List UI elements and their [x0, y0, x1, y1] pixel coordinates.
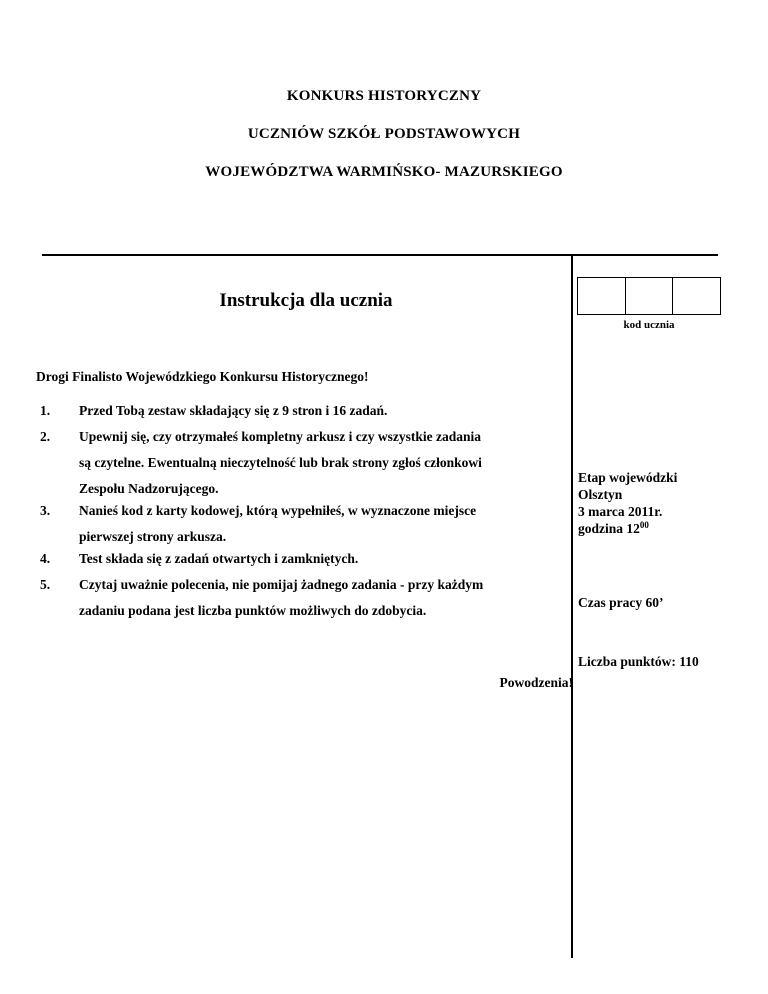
instruction-number: 1.	[40, 403, 51, 418]
instruction-text: Upewnij się, czy otrzymałeś kompletny arkusz i czy wszystkie zadania	[79, 429, 481, 444]
instruction-text: Nanieś kod z karty kodowej, którą wypełniłeś, w wyznaczone miejsce	[79, 503, 477, 518]
instruction-number: 4.	[40, 551, 51, 566]
vertical-divider	[571, 254, 573, 958]
header-line-2: UCZNIÓW SZKÓŁ PODSTAWOWYCH	[247, 126, 521, 142]
exam-city: Olsztyn	[578, 487, 623, 502]
exam-stage: Etap wojewódzki	[578, 470, 678, 485]
instruction-number: 5.	[40, 577, 51, 592]
code-label: kod ucznia	[623, 319, 675, 331]
instruction-text: Przed Tobą zestaw składający się z 9 stron i 16 zadań.	[79, 403, 388, 418]
instruction-number: 2.	[40, 429, 51, 444]
student-code-box[interactable]	[577, 277, 721, 315]
instruction-number: 3.	[40, 503, 51, 518]
greeting: Drogi Finalisto Wojewódzkiego Konkursu Historycznego!	[36, 369, 369, 384]
instruction-text: Czytaj uważnie polecenia, nie pomijaj żadnego zadania - przy każdym	[79, 577, 484, 592]
instruction-text: są czytelne. Ewentualną nieczytelność lub brak strony zgłoś członkowi	[79, 455, 482, 470]
instruction-text: pierwszej strony arkusza.	[79, 529, 227, 544]
code-cell-2[interactable]	[625, 277, 674, 315]
exam-time-label: godzina 12	[578, 521, 640, 536]
header-line-3: WOJEWÓDZTWA WARMIŃSKO- MAZURSKIEGO	[205, 164, 563, 180]
instruction-text: Zespołu Nadzorującego.	[79, 481, 219, 496]
exam-date: 3 marca 2011r.	[578, 504, 663, 519]
exam-time-minutes: 00	[639, 520, 649, 530]
exam-points: Liczba punktów: 110	[578, 654, 699, 669]
exam-info	[578, 469, 677, 537]
code-cell-3[interactable]	[672, 277, 721, 315]
page-title: Instrukcja dla ucznia	[219, 290, 393, 311]
horizontal-divider	[42, 254, 718, 256]
closing-text: Powodzenia!	[499, 675, 573, 690]
code-cell-1[interactable]	[577, 277, 626, 315]
instruction-text: Test składa się z zadań otwartych i zamkniętych.	[79, 551, 359, 566]
header-line-1: KONKURS HISTORYCZNY	[286, 88, 482, 104]
exam-duration: Czas pracy 60’	[578, 595, 664, 610]
exam-time	[578, 520, 677, 537]
instruction-text: zadaniu podana jest liczba punktów możliwych do zdobycia.	[79, 603, 427, 618]
